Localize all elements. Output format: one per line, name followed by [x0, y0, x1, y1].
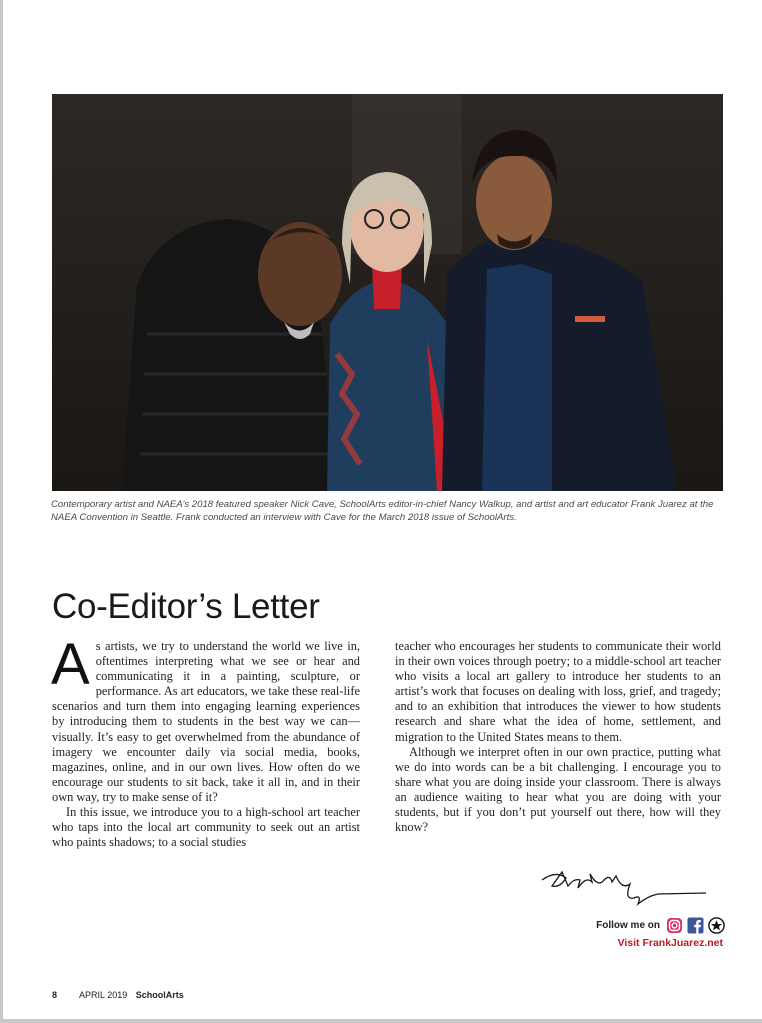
article-column-2 — [395, 639, 721, 835]
issue-date: APRIL 2019 — [79, 990, 128, 1000]
magazine-page — [3, 0, 762, 1019]
article-paragraph: Although we interpret often in our own practice, putting what we do into words can be a bit challenging. I encourage you to share what you are doing inside your classroom. There is always an audience waiting to hear what you are doing with your students, but if you don’t put yourself out there, how will they know? — [395, 744, 721, 835]
website-link[interactable]: Visit FrankJuarez.net — [617, 937, 723, 949]
article-paragraph: teacher who encourages her students to communicate their world in their own voices through poetry; to a middle-school art teacher who visits a local art gallery to introduce her students to an artist’s work that focuses on dealing with loss, grief, and tragedy; and to an exhibition that introduces the viewer to how students research and share what the idea of home, settlement, and migration to the United States means to them. — [395, 639, 721, 744]
cover-photo — [52, 94, 723, 491]
article-paragraph — [51, 632, 360, 805]
instagram-icon[interactable] — [666, 917, 683, 934]
article-paragraph: In this issue, we introduce you to a high-school art teacher who taps into the local art community to seek out an artist who paints shadows; to a social studies — [52, 805, 360, 850]
follow-label: Follow me on — [596, 919, 660, 931]
magazine-name: SchoolArts — [135, 990, 184, 1000]
facebook-icon[interactable] — [687, 917, 704, 934]
paragraph-text: s artists, we try to understand the world we live in, oftentimes interpreting what we see or hear and communicating it in a painting, sculpture, or performance. As art educators, we take these real-life scenarios and turn them into engaging learning experiences by introducing them to students in the best way we can—visually. It’s easy to get overwhelmed from the abundance of imagery we encounter daily via social media, books, magazines, online, and in our own lives. How often do we encourage our students to sit back, take it all in, and in their own way, try to make sense of it? — [52, 639, 360, 804]
signature-image — [538, 866, 708, 910]
photo-illustration — [52, 94, 723, 491]
drop-cap: A — [51, 632, 90, 697]
follow-row — [573, 914, 725, 936]
page-number: 8 — [52, 990, 58, 1000]
article-column-1 — [51, 632, 360, 850]
page-footer — [52, 990, 184, 1000]
star-icon[interactable] — [708, 917, 725, 934]
article-title: Co-Editor’s Letter — [52, 587, 320, 626]
photo-caption: Contemporary artist and NAEA’s 2018 featured speaker Nick Cave, SchoolArts editor-in-chief Nancy Walkup, and artist and art educator Frank Juarez at the NAEA Convention in Seattle. Frank conducted an interview with Cave for the March 2018 issue of SchoolArts. — [51, 499, 714, 523]
